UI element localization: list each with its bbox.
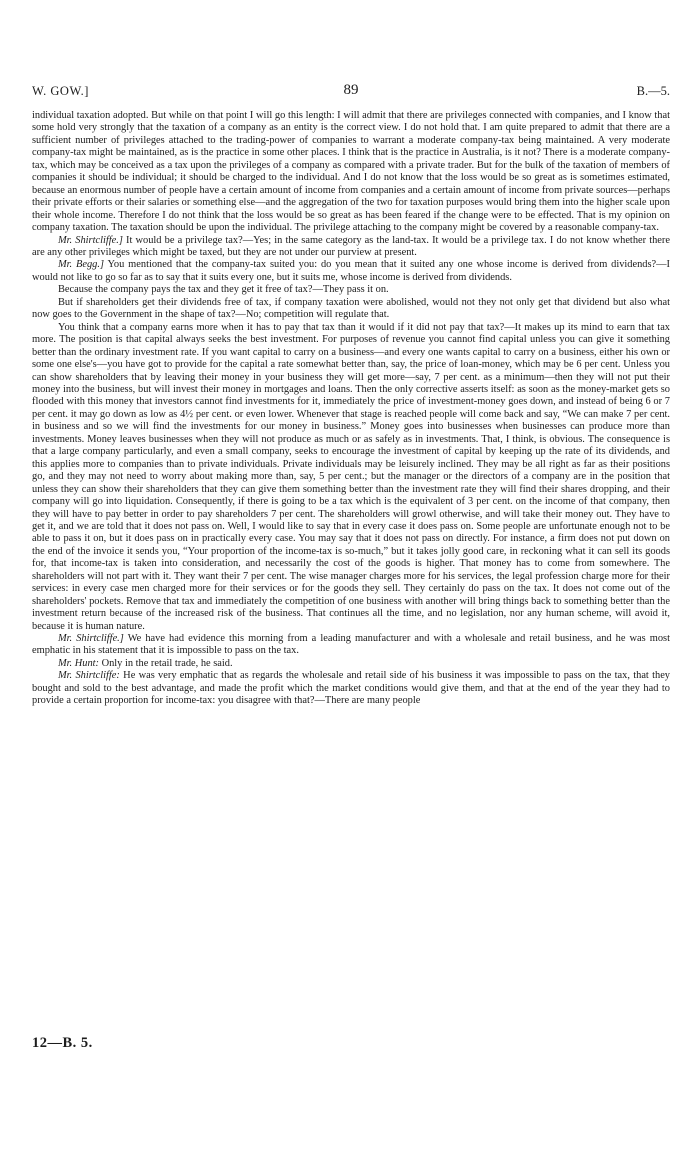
paragraph: Mr. Shirtcliffe.] It would be a privilege tax?—Yes; in the same category as the land-tax. It would be a privilege tax. I do not know whether there are any other privileges which might be taxed, but they are not under our purview at present. [32,234,670,258]
speaker-label: Mr. Shirtcliffe.] [58,633,124,645]
header-witness: W. GOW.] [32,84,89,98]
speaker-label: Mr. Begg.] [58,259,104,271]
paragraph: Because the company pays the tax and they get it free of tax?—They pass it on. [58,284,389,296]
paragraph: Mr. Hunt: Only in the retail trade, he said. [58,657,233,669]
speaker-label: Mr. Hunt: [58,657,99,669]
speaker-label: Mr. Shirtcliffe.] [58,234,123,246]
paragraph: Mr. Begg.] You mentioned that the company-tax suited you: do you mean that it suited any one whose income is derived from dividends?—I would not like to go so far as to say that it suits every one, but it suits me, whose income is derived from dividends. [32,259,671,283]
running-header [32,82,670,102]
paragraph: Mr. Shirtcliffe.] We have had evidence this morning from a leading manufacturer and with a wholesale and retail business, and he was most emphatic in his statement that it is impossible to pass on the tax. [32,633,670,657]
page-number: 89 [343,82,359,98]
paragraph: Mr. Shirtcliffe: He was very emphatic that as regards the wholesale and retail side of his business it was impossible to pass on the tax, that they bought and sold to the best advantage, and made the profit which the market conditions would give them, and that at the end of the year they had to provide a certain proportion for income-tax: you disagree with that?—There are many people [32,670,671,707]
header-paper-ref: B.—5. [636,84,670,98]
body-text [32,110,670,708]
speaker-label: Mr. Shirtcliffe: [58,670,120,682]
paragraph: individual taxation adopted. But while on that point I will go this length: I will admit that there are privileges connected with companies, and I know that some hold very strongly that the taxation of a company as an entity is the correct view. I do not hold that. I am quite prepared to admit that there are a sufficient number of privileges attached to the trading-power of companies to warrant a moderate company-tax being maintained. A very moderate company-tax might be maintained, as is the practice in some other places. I think that is the practice in Australia, is it not? There is a moderate company-tax, which may be conceived as a tax upon the privileges of a company as compared with a private trader. But for the bulk of the taxation of members of companies it should be individual; it should be charged to the individual. And I do not know that the loss would be so great as is sometimes estimated, because an enormous number of people have a certain amount of income from companies and a certain amount of income from private sources—perhaps their private efforts or their salaries or something else—and the aggregation of the two for taxation purposes would bring them into the higher scale upon their whole income. Therefore I do not think that the loss would be so great as has been feared if the change were to be effected. That is my opinion on company taxation. The taxation should be upon the individual. The privilege attaching to the company might be covered by a reasonable company-tax. [32,110,670,234]
paragraph: But if shareholders get their dividends free of tax, if company taxation were abolished, would not they not only get that dividend but also what now goes to the Government in the shape of tax?—No; competition will regulate that. [32,296,670,321]
paragraph: You think that a company earns more when it has to pay that tax than it would if it did not pay that tax?—It makes up its mind to earn that tax more. The position is that capital always seeks the best investment. For purposes of revenue you cannot find capital unless you can give it something better than the ordinary investment rate. If you want capital to carry on a business—and every one wants capital to carry on a business, either his own or some one else's—you have got to provide for the capital a rate somewhat better than, say, the price of loan-money, which may be 6 per cent. Unless you can show shareholders that by leaving their money in your business they will get more—say, 7 per cent. as a minimum—then they will not put their money into the business, but will invest their money in mortgages and loans. Then the only corrective asserts itself: as soon as the money-market gets so flooded with this money that investors cannot find investments for it, immediately the price of investment-money goes down, and instead of being 6 or 7 per cent. it may go down as low as 4½ per cent. or even lower. Whenever that stage is reached people will come back and say, “We can make 7 per cent. in business and so we will find the investments for our money in business.” Money goes into businesses when businesses can produce more than investments. Money leaves businesses when they will not produce as much or as safely as in investments. That, I think, is obvious. The consequence is that a large company particularly, and even a small company, seeks to encourage the investment of capital by keeping up the rate of its dividends, and this applies more to companies than to private individuals. Private individuals may be leisurely inclined. They may be all right as far as their positions go, and they may not need to worry about making more than, say, 5 per cent.; but the manager or the directors of a company are in the position that unless they can show their shareholders that they can give them something better than the investment rate they will find their shares dropping, and their company will go into liquidation. Consequently, if there is going to be a tax which is the equivalent of 3 per cent. on the income of that company, then they will have to pay better in order to pay shareholders 7 per cent. The shareholders will growl otherwise, and will take their money out. They have to get it, and we are told that it does not pass on. Well, I would like to say that in every case it does pass on. Some people are unfortunate enough not to be able to pass it on, but it does pass on in practically every case. You may say that it does not pass on directly. For instance, a firm does not put down on the end of the invoice it sends you, “Your proportion of the income-tax is so-much,” but it takes jolly good care, in reckoning what it can sell its goods for, that income-tax is taken into consideration, and necessarily the cost of the goods is higher. That money has to come from somewhere. The shareholders will not part with it. They want their 7 per cent. The wise manager charges more for his services, the legal profession charge more for their services: in every case men charged more for their services or for the goods they sell. They certainly do pass on the tax. It does not come out of the shareholders' pockets. Remove that tax and immediately the competition of one business with another will bring things back to something better than the investment return because of the increased risk of the business. That continues all the time, and no legislation, nor any human scheme, will avoid it, because it is human nature. [32,321,670,632]
signature-mark: 12—B. 5. [32,1035,93,1051]
